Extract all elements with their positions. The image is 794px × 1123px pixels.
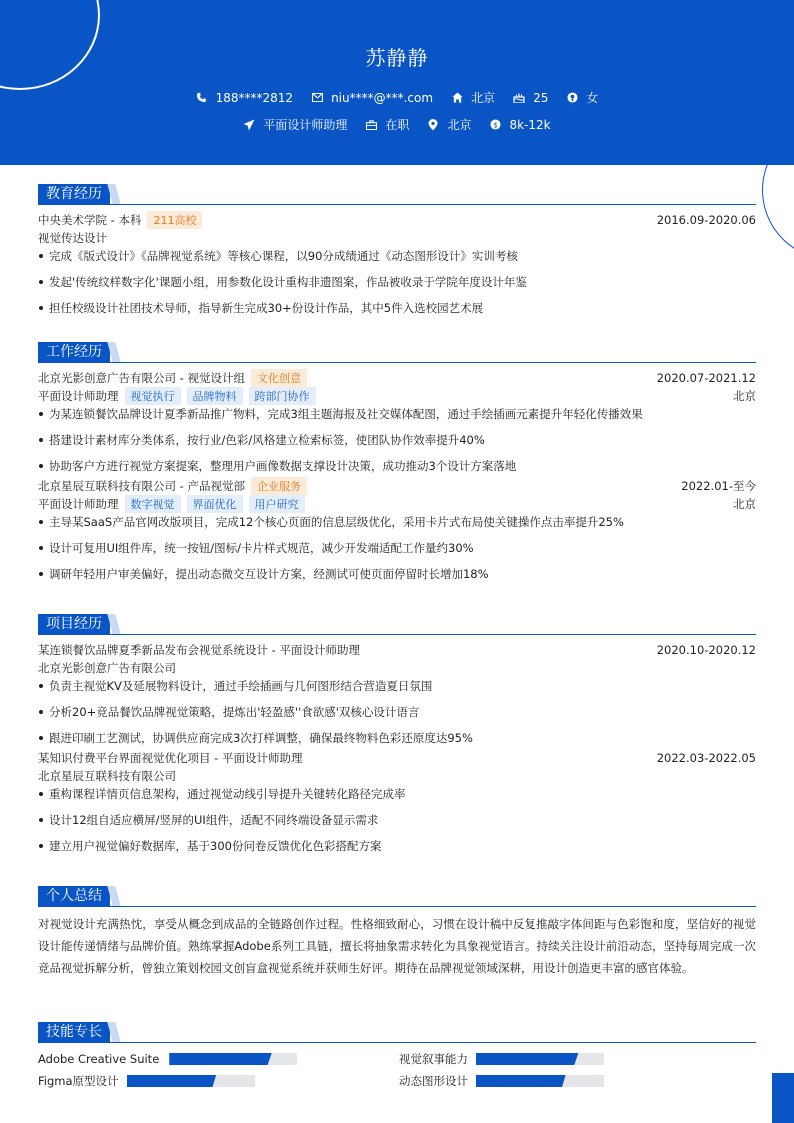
job-entry-header — [38, 369, 756, 387]
major: 视觉传达设计 — [38, 231, 107, 245]
gender-icon — [566, 92, 578, 104]
job-bullets — [38, 513, 756, 591]
skills-grid — [38, 1051, 756, 1089]
project-org: 北京星辰互联科技有限公司 — [38, 769, 176, 783]
cake-icon — [513, 92, 525, 104]
job-city: 北京 — [733, 389, 756, 403]
industry-tag: 文化创意 — [251, 369, 307, 387]
target-position-info: 平面设计师助理 — [243, 116, 347, 133]
skill-item — [399, 1073, 756, 1089]
list-item: 发起'传统纹样数字化'课题小组，用参数化设计重构非遗图案，作品被收录于学院年度设计年鉴 — [38, 273, 756, 299]
skill-name: Figma原型设计 — [38, 1074, 119, 1088]
job-intent-row — [0, 116, 794, 133]
school-tag: 211高校 — [147, 211, 202, 229]
job-role: 平面设计师助理 — [38, 389, 119, 403]
skill-name: 视觉叙事能力 — [399, 1052, 468, 1066]
company-name: 北京光影创意广告有限公司 - 视觉设计组 — [38, 371, 245, 385]
list-item: 协助客户方进行视觉方案提案，整理用户画像数据支撑设计决策，成功推动3个设计方案落地 — [38, 457, 756, 477]
education-bullets — [38, 247, 756, 325]
list-item: 搭建设计素材库分类体系，按行业/色彩/风格建立检索标签，使团队协作效率提升40% — [38, 431, 756, 457]
skill-name: Adobe Creative Suite — [38, 1052, 160, 1066]
list-item: 建立用户视觉偏好数据库，基于300份问卷反馈优化色彩搭配方案 — [38, 837, 756, 863]
skill-tag: 品牌物料 — [187, 387, 243, 405]
employment-status-info: 在职 — [365, 116, 409, 133]
skill-item — [38, 1051, 399, 1067]
list-item: 担任校级设计社团技术导师，指导新生完成30+份设计作品，其中5件入选校园艺术展 — [38, 299, 756, 325]
skill-name: 动态图形设计 — [399, 1074, 468, 1088]
salary-icon — [489, 119, 501, 131]
candidate-name: 苏静静 — [365, 46, 429, 70]
list-item: 跟进印刷工艺测试，协调供应商完成3次打样调整，确保最终物料色彩还原度达95% — [38, 729, 756, 749]
skill-level-fill — [169, 1053, 271, 1065]
list-item: 调研年轻用户审美偏好，提出动态微交互设计方案，经测试可使页面停留时长增加18% — [38, 565, 756, 591]
list-item: 为某连锁餐饮品牌设计夏季新品推广物料，完成3组主题海报及社交媒体配图，通过手绘插画元素提升年轻化传播效果 — [38, 405, 756, 431]
skill-tag: 数字视觉 — [125, 495, 181, 513]
list-item: 主导某SaaS产品官网改版项目，完成12个核心页面的信息层级优化，采用卡片式布局使关键操作点击率提升25% — [38, 513, 756, 539]
list-item: 分析20+竞品餐饮品牌视觉策略，提炼出'轻盈感''食欲感'双核心设计语言 — [38, 703, 756, 729]
school-name: 中央美术学院 - 本科 — [38, 213, 142, 227]
project-org: 北京光影创意广告有限公司 — [38, 661, 176, 675]
job-city: 北京 — [733, 497, 756, 511]
summary-section — [38, 886, 756, 979]
summary-text: 对视觉设计充满热忱，享受从概念到成品的全链路创作过程。性格细致耐心，习惯在设计稿中反复推敲字体间距与色彩饱和度，坚信好的视觉设计能传递情绪与品牌价值。熟练掌握Adobe系列工具链，擅长将抽象需求转化为具象视觉语言。持续关注设计前沿动态，坚持每周完成一次竞品视觉拆解分析，曾独立策划校园文创盲盒视觉系统并获师生好评。期待在品牌视觉领域深耕，用设计创造更丰富的感官体验。 — [38, 917, 756, 975]
list-item: 设计可复用UI组件库，统一按钮/图标/卡片样式规范，减少开发端适配工作量约30% — [38, 539, 756, 565]
residence-info: 北京 — [451, 89, 495, 106]
project-date: 2022.03-2022.05 — [656, 751, 756, 765]
section-title: 教育经历 — [38, 184, 756, 205]
skill-level-fill — [476, 1075, 566, 1087]
job-role-line — [38, 387, 756, 405]
job-entry-header — [38, 477, 756, 495]
briefcase-icon — [365, 119, 377, 131]
job-date: 2022.01-至今 — [681, 479, 756, 493]
phone-info: 188****2812 — [196, 91, 293, 105]
section-title: 个人总结 — [38, 886, 756, 907]
gender-info: 女 — [566, 89, 598, 106]
project-entry-header — [38, 641, 756, 659]
section-title: 技能专长 — [38, 1022, 756, 1043]
phone-icon — [196, 92, 208, 104]
list-item: 设计12组自适应横屏/竖屏的UI组件，适配不同终端设备显示需求 — [38, 811, 756, 837]
list-item: 完成《版式设计》《品牌视觉系统》等核心课程，以90分成绩通过《动态图形设计》实训考核 — [38, 247, 756, 273]
job-date: 2020.07-2021.12 — [656, 371, 756, 385]
project-bullets — [38, 677, 756, 749]
section-title: 项目经历 — [38, 614, 756, 635]
skills-section — [38, 1022, 756, 1089]
skill-item — [38, 1073, 399, 1089]
resume-header — [0, 0, 794, 165]
location-pin-icon — [427, 119, 439, 131]
skill-level-bar — [127, 1075, 255, 1087]
email-info: niu****@***.com — [311, 91, 433, 105]
education-section — [38, 184, 756, 325]
job-role: 平面设计师助理 — [38, 497, 119, 511]
skill-item — [399, 1051, 756, 1067]
company-name: 北京星辰互联科技有限公司 - 产品视觉部 — [38, 479, 245, 493]
decorative-corner-block — [772, 1073, 794, 1123]
project-name: 某知识付费平台界面视觉优化项目 - 平面设计师助理 — [38, 751, 303, 765]
project-entry-header — [38, 749, 756, 767]
send-icon — [243, 119, 255, 131]
project-bullets — [38, 785, 756, 863]
home-icon — [451, 92, 463, 104]
section-title: 工作经历 — [38, 342, 756, 363]
education-date: 2016.09-2020.06 — [656, 213, 756, 227]
project-name: 某连锁餐饮品牌夏季新品发布会视觉系统设计 - 平面设计师助理 — [38, 643, 360, 657]
svg-text:$: $ — [493, 120, 498, 130]
project-date: 2020.10-2020.12 — [656, 643, 756, 657]
skill-tag: 视觉执行 — [125, 387, 181, 405]
skill-level-bar — [476, 1075, 604, 1087]
salary-info: $ 8k-12k — [489, 118, 550, 132]
job-role-line — [38, 495, 756, 513]
list-item: 负责主视觉KV及延展物料设计，通过手绘插画与几何图形结合营造夏日氛围 — [38, 677, 756, 703]
skill-level-bar — [169, 1053, 297, 1065]
skill-tag: 界面优化 — [187, 495, 243, 513]
skill-level-bar — [476, 1053, 604, 1065]
industry-tag: 企业服务 — [251, 477, 307, 495]
education-entry-header — [38, 211, 756, 229]
skill-tag: 跨部门协作 — [249, 387, 316, 405]
skill-level-fill — [476, 1053, 578, 1065]
work-section — [38, 342, 756, 591]
list-item: 重构课程详情页信息架构，通过视觉动线引导提升关键转化路径完成率 — [38, 785, 756, 811]
age-info: 25 — [513, 91, 548, 105]
mail-icon — [311, 92, 323, 104]
skill-tag: 用户研究 — [249, 495, 305, 513]
target-city-info: 北京 — [427, 116, 471, 133]
projects-section — [38, 614, 756, 863]
job-bullets — [38, 405, 756, 477]
contact-row — [0, 89, 794, 106]
skill-level-fill — [127, 1075, 217, 1087]
